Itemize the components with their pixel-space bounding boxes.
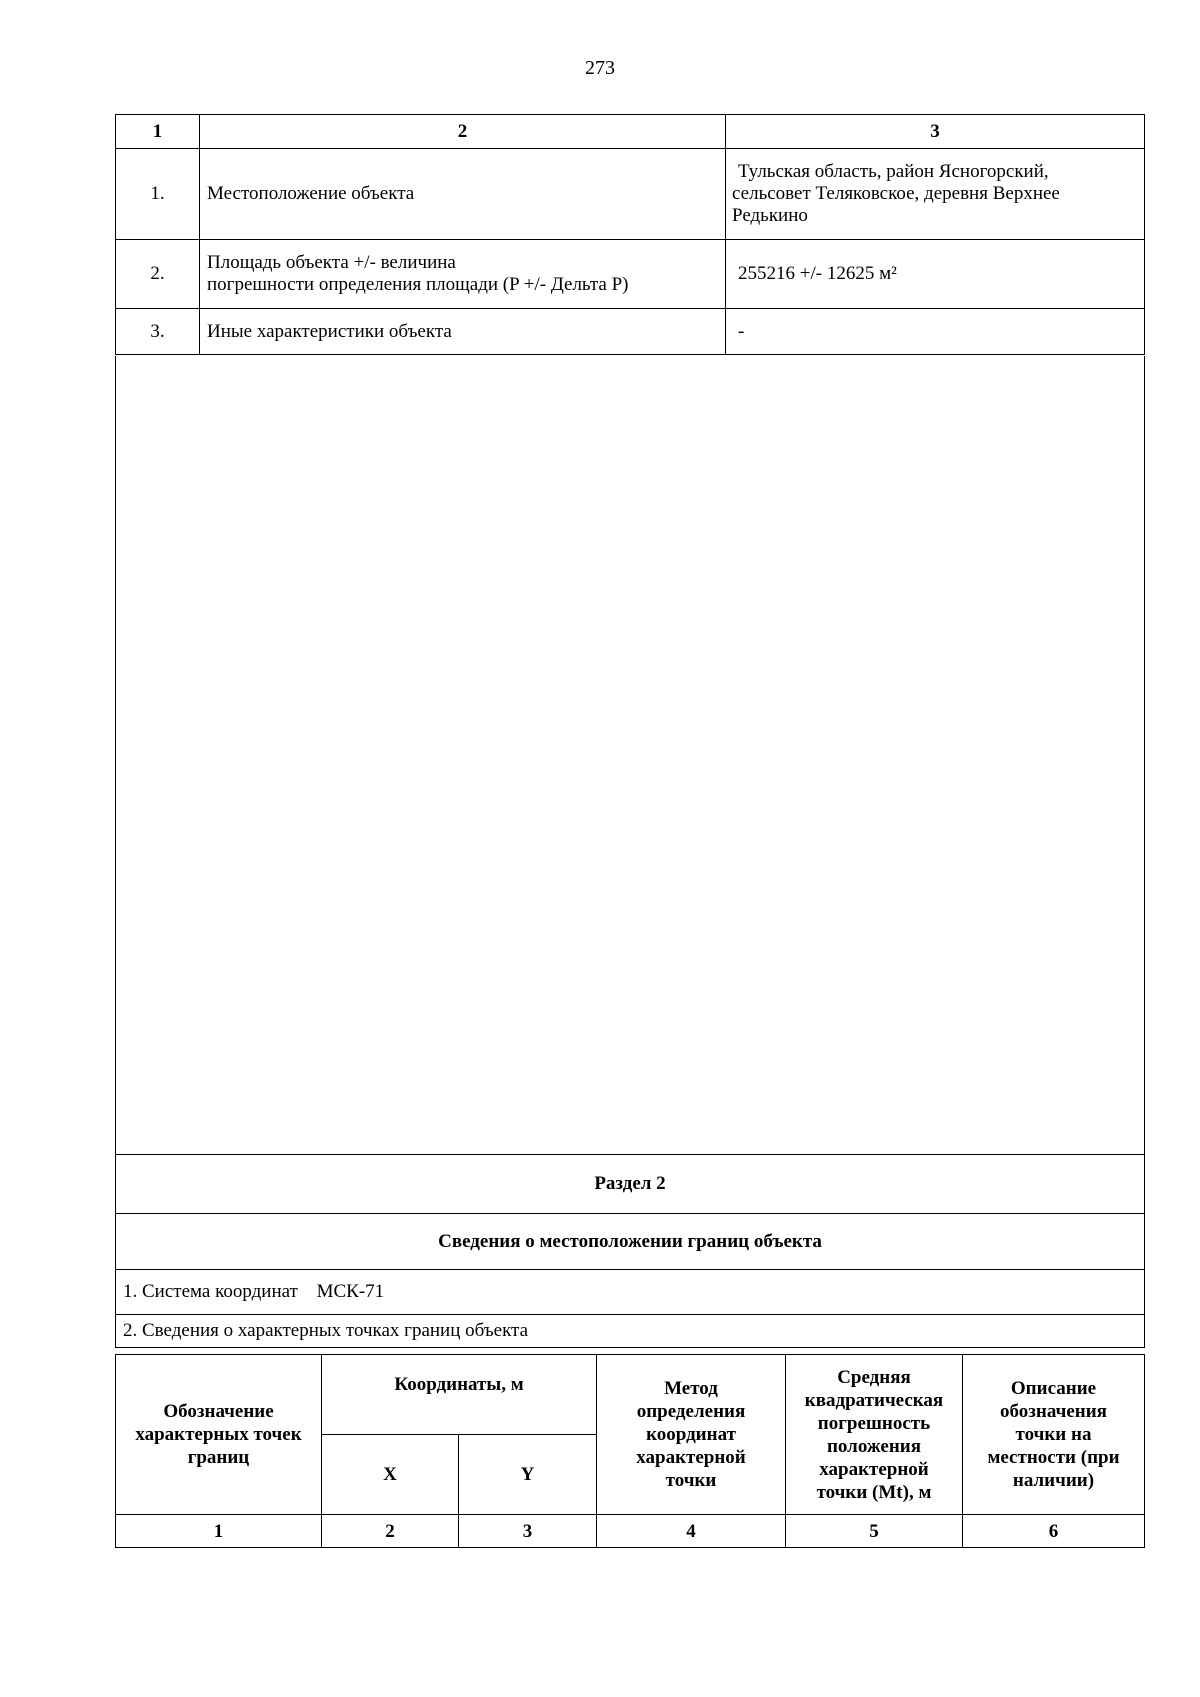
row-label bbox=[200, 240, 726, 309]
header-line: точки на bbox=[1015, 1424, 1092, 1445]
header-point-designation bbox=[116, 1355, 322, 1515]
label-line: погрешности определения площади (P +/- Дельта P) bbox=[207, 274, 629, 295]
coordinate-system-value: МСК-71 bbox=[316, 1281, 385, 1302]
header-line: положения bbox=[826, 1435, 922, 1457]
header-method bbox=[597, 1355, 786, 1515]
column-numbers-row bbox=[116, 1515, 1145, 1548]
header-line: характерной bbox=[636, 1447, 746, 1468]
header-line: Средняя bbox=[837, 1366, 911, 1388]
row-value bbox=[726, 149, 1145, 240]
row-value: - bbox=[726, 309, 1145, 355]
label-line: Площадь объекта +/- величина bbox=[207, 252, 456, 273]
row-number: 1. bbox=[116, 149, 200, 240]
header-col-3: 3 bbox=[726, 115, 1145, 149]
header-col-2: 2 bbox=[200, 115, 726, 149]
column-number: 4 bbox=[597, 1515, 786, 1548]
page-number: 273 bbox=[585, 57, 615, 79]
points-info-row: 2. Сведения о характерных точках границ объекта bbox=[116, 1315, 1145, 1348]
header-line: местности (при bbox=[987, 1447, 1120, 1468]
column-number: 5 bbox=[786, 1515, 963, 1548]
header-line: точки bbox=[665, 1470, 717, 1491]
header-line: наличии) bbox=[1012, 1470, 1095, 1491]
section-title: Раздел 2 bbox=[116, 1155, 1145, 1214]
header-description bbox=[963, 1355, 1145, 1515]
table-header-row bbox=[116, 115, 1145, 149]
row-value: 255216 +/- 12625 м² bbox=[726, 240, 1145, 309]
header-line: Метод bbox=[664, 1378, 718, 1399]
header-line: характерной bbox=[819, 1458, 929, 1480]
column-number: 6 bbox=[963, 1515, 1145, 1548]
header-line: Обозначение bbox=[163, 1401, 274, 1422]
header-line: точки (Mt), м bbox=[816, 1481, 932, 1503]
header-x: X bbox=[322, 1435, 459, 1515]
table-row bbox=[116, 149, 1145, 240]
header-line: погрешность bbox=[817, 1412, 931, 1434]
column-number: 2 bbox=[322, 1515, 459, 1548]
row-number: 2. bbox=[116, 240, 200, 309]
row-label: Местоположение объекта bbox=[200, 149, 726, 240]
header-line: квадратическая bbox=[804, 1389, 944, 1411]
header-y: Y bbox=[459, 1435, 597, 1515]
table-row bbox=[116, 309, 1145, 355]
header-line: характерных точек bbox=[135, 1424, 302, 1445]
value-line: Редькино bbox=[732, 205, 808, 226]
boundary-points-table bbox=[115, 1354, 1145, 1548]
section-2-header bbox=[115, 1154, 1145, 1348]
table-row bbox=[116, 240, 1145, 309]
column-number: 3 bbox=[459, 1515, 597, 1548]
header-line: Описание bbox=[1010, 1378, 1097, 1399]
object-characteristics-table bbox=[115, 114, 1145, 355]
value-line: Тульская область, район Ясногорский, bbox=[738, 161, 1049, 182]
blank-area bbox=[115, 356, 1145, 1155]
header-col-1: 1 bbox=[116, 115, 200, 149]
coordinate-system-row bbox=[116, 1270, 1145, 1315]
section-subtitle: Сведения о местоположении границ объекта bbox=[116, 1214, 1145, 1270]
header-line: координат bbox=[646, 1424, 736, 1445]
header-line: определения bbox=[636, 1401, 746, 1422]
header-coordinates: Координаты, м bbox=[322, 1355, 597, 1435]
coordinate-system-label: 1. Система координат bbox=[123, 1281, 298, 1302]
header-mean-error bbox=[786, 1355, 963, 1515]
row-label: Иные характеристики объекта bbox=[200, 309, 726, 355]
header-line: обозначения bbox=[1000, 1401, 1107, 1422]
value-line: сельсовет Теляковское, деревня Верхнее bbox=[732, 183, 1060, 204]
column-number: 1 bbox=[116, 1515, 322, 1548]
header-line: границ bbox=[187, 1447, 250, 1468]
row-number: 3. bbox=[116, 309, 200, 355]
